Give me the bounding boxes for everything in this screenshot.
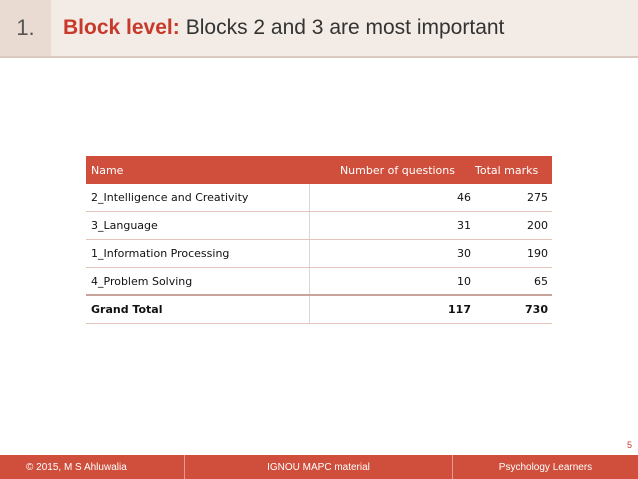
slide-title-bold: Block level:: [63, 16, 180, 39]
row-name: 1_Information Processing: [91, 247, 230, 260]
column-header-questions: Number of questions: [339, 163, 455, 177]
row-questions: 31: [309, 212, 475, 239]
table-row: [86, 268, 552, 296]
row-questions: 10: [309, 268, 475, 294]
slide-header: [0, 0, 638, 56]
row-name: 4_Problem Solving: [91, 274, 193, 288]
grand-total-questions: 117: [309, 296, 475, 323]
row-marks: 65: [534, 274, 548, 288]
page-number: 5: [626, 440, 632, 450]
slide-section-number: 1.: [0, 0, 51, 56]
grand-total-label: Grand Total: [91, 303, 163, 316]
table-row: [86, 184, 552, 212]
table-header-row: [86, 156, 552, 184]
row-questions: 30: [309, 240, 475, 267]
column-header-name: Name: [91, 163, 124, 177]
column-header-marks: Total marks: [475, 163, 539, 177]
grand-total-row: [86, 296, 552, 324]
header-divider: [0, 56, 638, 58]
row-questions: 46: [309, 184, 475, 211]
row-marks: 190: [527, 247, 548, 260]
slide-title-rest: Blocks 2 and 3 are most important: [185, 16, 505, 39]
grand-total-marks: 730: [525, 303, 548, 316]
table-row: [86, 212, 552, 240]
marks-table: [86, 156, 552, 324]
slide-footer: [0, 455, 638, 479]
slide-title: [51, 0, 638, 56]
footer-copyright: © 2015, M S Ahluwalia: [26, 461, 127, 473]
footer-brand: Psychology Learners: [498, 461, 593, 473]
row-name: 3_Language: [91, 219, 158, 232]
row-name: 2_Intelligence and Creativity: [91, 191, 249, 204]
row-marks: 200: [527, 219, 548, 232]
table-row: [86, 240, 552, 268]
footer-source: IGNOU MAPC material: [184, 455, 453, 479]
row-marks: 275: [527, 191, 548, 204]
